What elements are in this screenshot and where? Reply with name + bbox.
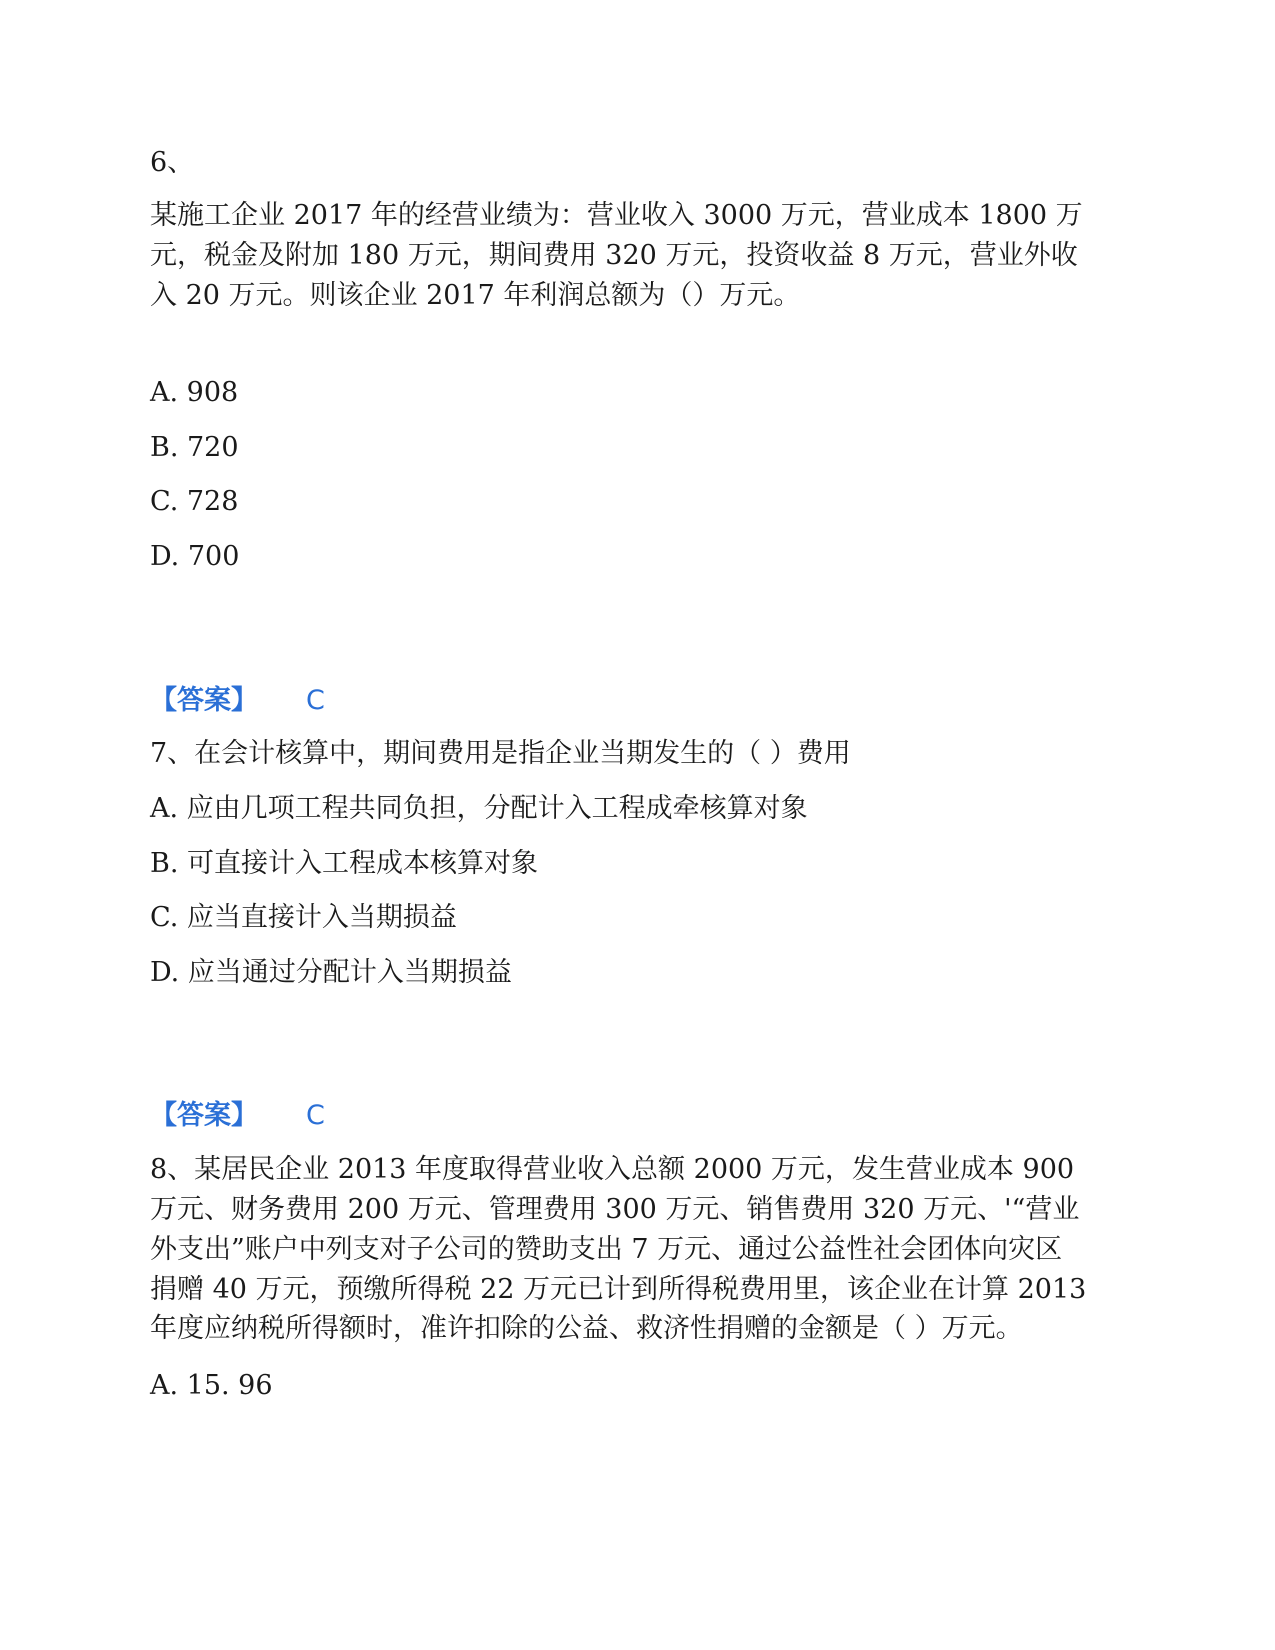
question-8-stem-line-4: 捐赠 40 万元，预缴所得税 22 万元已计到所得税费用里，该企业在计算 2013 [150,1274,1087,1305]
answer-value: C [306,1100,325,1131]
question-6-number: 6、 [150,147,195,178]
question-7-option-c: C. 应当直接计入当期损益 [150,902,457,933]
question-8-stem-line-2: 万元、财务费用 200 万元、管理费用 300 万元、销售费用 320 万元、'“营业 [150,1194,1080,1225]
question-6-option-b: B. 720 [150,432,239,463]
question-6-option-d: D. 700 [150,541,240,572]
question-6-stem-line-3: 入 20 万元。则该企业 2017 年利润总额为（）万元。 [150,280,801,311]
answer-value: C [306,685,325,716]
answer-label: 【答案】 [150,1100,258,1131]
question-6-option-c: C. 728 [150,486,239,517]
question-7-stem: 7、在会计核算中，期间费用是指企业当期发生的（ ）费用 [150,738,851,769]
question-7-option-a: A. 应由几项工程共同负担，分配计入工程成牵核算对象 [150,793,808,824]
question-7-answer [150,1096,325,1136]
answer-label: 【答案】 [150,685,258,716]
question-8-option-a: A. 15. 96 [150,1370,273,1401]
question-8-stem-line-3: 外支出”账户中列支对子公司的赞助支出 7 万元、通过公益性社会团体向灾区 [150,1234,1063,1265]
question-6-answer [150,681,325,721]
question-8-stem-line-1: 8、某居民企业 2013 年度取得营业收入总额 2000 万元，发生营业成本 900 [150,1154,1075,1185]
question-6-option-a: A. 908 [150,377,239,408]
question-6-stem-line-2: 元，税金及附加 180 万元，期间费用 320 万元，投资收益 8 万元，营业外收 [150,240,1078,271]
question-6-stem-line-1: 某施工企业 2017 年的经营业绩为：营业收入 3000 万元，营业成本 1800 万 [150,200,1083,231]
question-8-stem-line-5: 年度应纳税所得额时，准许扣除的公益、救济性捐赠的金额是（ ）万元。 [150,1313,1023,1344]
question-7-option-d: D. 应当通过分配计入当期损益 [150,957,512,988]
question-7-option-b: B. 可直接计入工程成本核算对象 [150,848,539,879]
